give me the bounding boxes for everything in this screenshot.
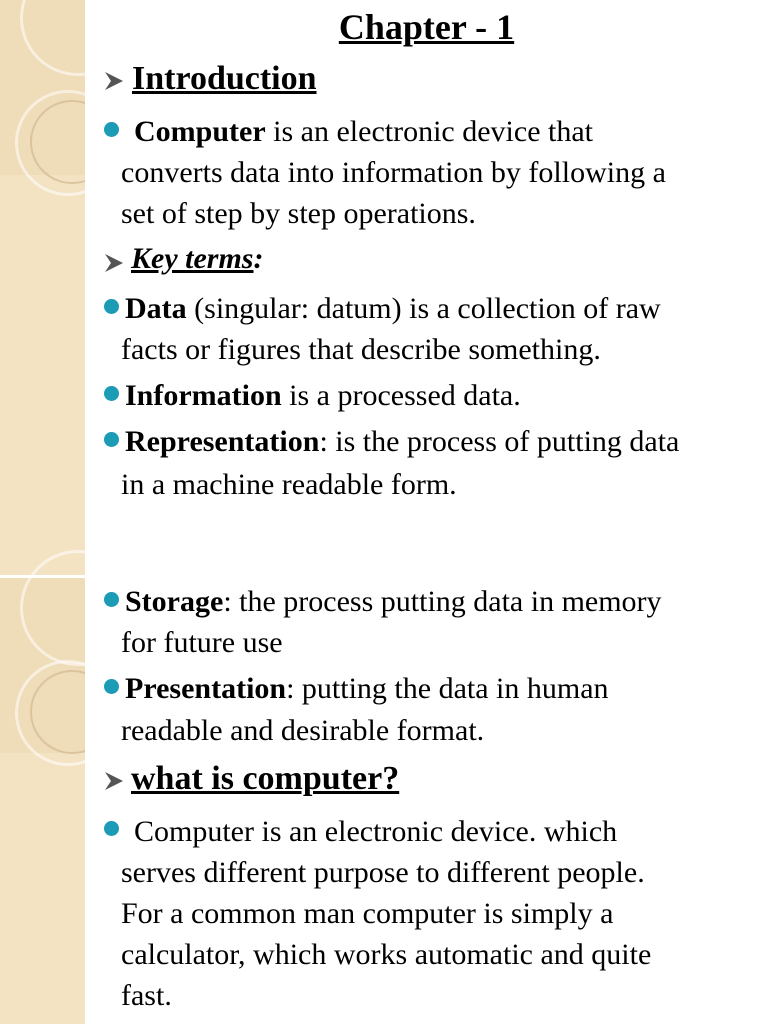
- term-computer: Computer: [134, 115, 266, 148]
- round-bullet-icon: [104, 386, 119, 401]
- what-line-1: Computer is an electronic device. which: [134, 815, 618, 848]
- term-information-line-1: [125, 375, 521, 416]
- intro-text: is an electronic device that: [265, 115, 594, 148]
- term-storage: Storage: [125, 585, 224, 618]
- round-bullet-icon: [104, 592, 119, 607]
- introduction-heading: Introduction: [132, 60, 317, 97]
- term-presentation-text: : putting the data in human: [286, 672, 609, 705]
- term-storage-line-1: [125, 581, 662, 622]
- round-bullet-icon: [104, 299, 119, 314]
- what-line-2: serves different purpose to different people.: [121, 856, 645, 889]
- term-data: Data: [125, 292, 187, 325]
- arrow-bullet-icon: [103, 70, 125, 92]
- intro-line-3: set of step by step operations.: [121, 197, 476, 230]
- what-line-4: calculator, which works automatic and quite: [121, 938, 652, 971]
- what-is-computer-heading: what is computer?: [131, 760, 400, 797]
- term-storage-line-2: for future use: [121, 626, 283, 659]
- term-information-text: is a processed data.: [281, 379, 521, 412]
- term-representation-line-2: in a machine readable form.: [121, 468, 457, 501]
- term-representation-line-1: [125, 421, 679, 462]
- intro-line-1: [134, 111, 593, 152]
- term-presentation-line-1: [125, 668, 609, 709]
- arrow-bullet-icon: [103, 252, 125, 274]
- term-presentation: Presentation: [125, 672, 287, 705]
- term-data-line-1: [125, 288, 661, 329]
- what-line-3: For a common man computer is simply a: [121, 897, 614, 930]
- slide-content: [85, 0, 768, 1024]
- key-terms-colon: :: [253, 242, 264, 275]
- intro-line-2: converts data into information by following a: [121, 156, 666, 189]
- key-terms-label: Key terms: [131, 242, 254, 275]
- what-line-5: fast.: [121, 979, 172, 1012]
- decorative-sidebar: [0, 0, 85, 1024]
- term-presentation-line-2: readable and desirable format.: [121, 714, 485, 747]
- round-bullet-icon: [104, 432, 119, 447]
- page-title: Chapter - 1: [338, 7, 515, 47]
- term-representation-text: : is the process of putting data: [319, 425, 680, 458]
- arrow-bullet-icon: [103, 770, 125, 792]
- term-storage-text: : the process putting data in memory: [223, 585, 662, 618]
- term-information: Information: [125, 379, 282, 412]
- round-bullet-icon: [104, 821, 119, 836]
- round-bullet-icon: [104, 679, 119, 694]
- round-bullet-icon: [104, 122, 119, 137]
- key-terms-heading: [131, 242, 263, 276]
- term-data-text: (singular: datum) is a collection of raw: [186, 292, 661, 325]
- term-data-line-2: facts or figures that describe something.: [121, 333, 601, 366]
- term-representation: Representation: [125, 425, 320, 458]
